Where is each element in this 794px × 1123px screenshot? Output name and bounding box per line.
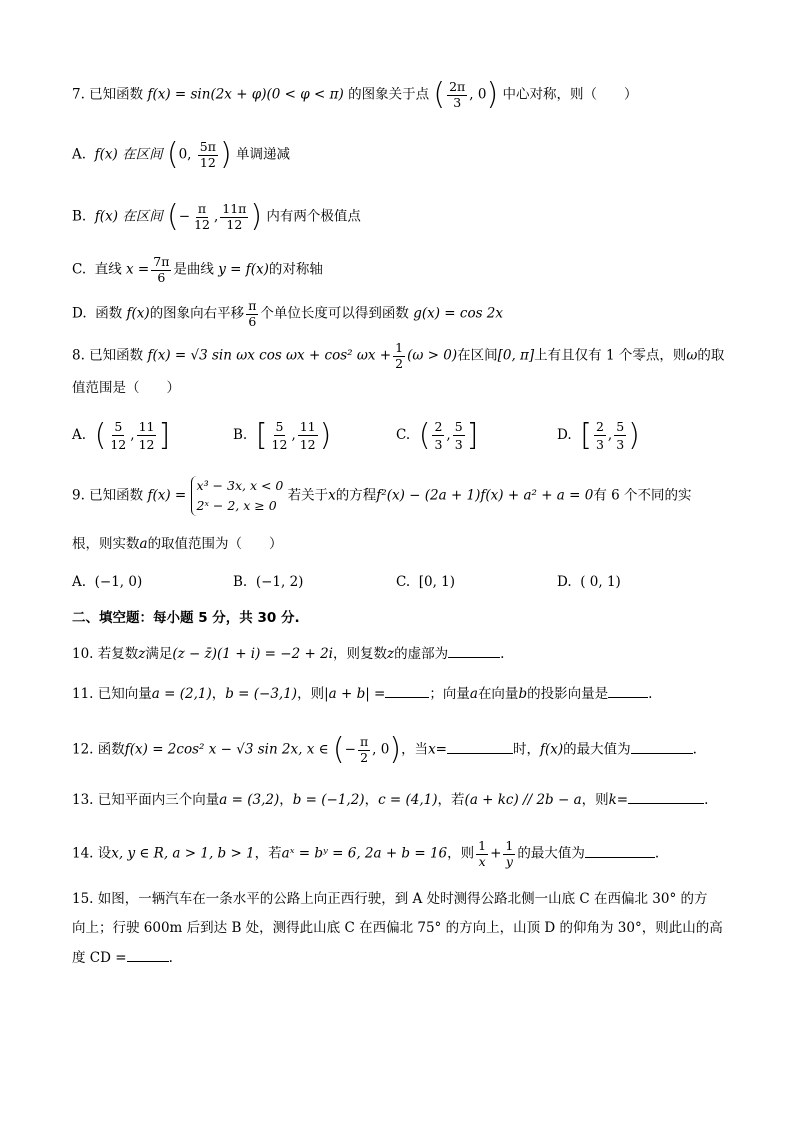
q15-line2: 向上；行驶 600m 后到达 B 处，测得此山底 C 在西偏北 75° 的方向上，山顶 D 的仰角为 30°，则此山的高 — [72, 920, 723, 936]
answer-blank[interactable] — [628, 803, 704, 804]
q7-option-a: A. f(x) 在区间 (0, $\frac{5\pi}{12}$ ) 单调递减 — [72, 137, 290, 172]
q7-function: f(x) = sin(2x + φ)(0 < φ < π) — [147, 86, 344, 103]
q8-stem-line2: 值范围是（ ） — [72, 380, 180, 396]
q14: 14. 设x, y ∈ R, a > 1, b > 1，若aˣ = bʸ = 6, 2a + b = 16，则 $\frac{1}{x}$ + $\frac{1}{y}$ 的最大值为 . — [72, 838, 660, 869]
q8-option-b: B. [ $\frac{5}{12}$ , $\frac{11}{12}$ ) — [233, 418, 332, 453]
q8-option-c: C. ( $\frac{2}{3}$ , $\frac{5}{3}$ ] — [396, 418, 479, 453]
q7-point-fraction: $\frac{2\pi}{3}$ — [449, 79, 466, 110]
q9-piecewise: x³ − 3x, x < 0 2ˣ − 2, x ≥ 0 — [191, 476, 284, 516]
q11: 11. 已知向量a = (2,1)，b = (−3,1)，则|a + b| = ；向量a在向量b的投影向量是 . — [72, 686, 653, 702]
q7-option-c: C. 直线 x = $\frac{7\pi}{6}$ 是曲线 y = f(x)的对称轴 — [72, 254, 323, 285]
q9-stem-line2: 根，则实数a的取值范围为（ ） — [72, 536, 283, 552]
answer-blank[interactable] — [631, 753, 693, 754]
q7-stem-text: 7. 已知函数 — [72, 86, 144, 103]
q7-stem-text-2: 的图象关于点 — [348, 86, 430, 103]
answer-blank[interactable] — [585, 857, 655, 858]
q8-stem: 8. 已知函数 f(x) = √3 sin ωx cos ωx + cos² ωx + $\frac{1}{2}$ (ω > 0)在区间[0, π]上有且仅有 1 个零点，则ω的取 — [72, 340, 725, 371]
paren-left: ( — [433, 77, 446, 112]
q8-option-d: D. [ $\frac{2}{3}$ , $\frac{5}{3}$ ) — [557, 418, 640, 453]
q9-stem: 9. 已知函数 f(x) = x³ − 3x, x < 0 2ˣ − 2, x ≥ 0 若关于x的方程f²(x) − (2a + 1)f(x) + a² + a = 0有 6 个不同的实 — [72, 476, 692, 516]
q7-a-fraction: $\frac{5\pi}{12}$ — [199, 139, 216, 170]
q15-line3: 度 CD = . — [72, 950, 173, 966]
answer-blank[interactable] — [385, 697, 429, 698]
q15-line1: 15. 如图，一辆汽车在一条水平的公路上向正西行驶，到 A 处时测得公路北侧一山底 C 在西偏北 30° 的方 — [72, 891, 708, 907]
q9-option-c: C. [0, 1) — [396, 574, 456, 590]
answer-blank[interactable] — [447, 753, 513, 754]
answer-blank[interactable] — [608, 697, 648, 698]
q7-stem: 7. 已知函数 f(x) = sin(2x + φ)(0 < φ < π) 的图象关于点 ( $\frac{2\pi}{3}$ , 0) 中心对称，则（ ） — [72, 77, 638, 112]
q12: 12. 函数f(x) = 2cos² x − √3 sin 2x, x ∈ (− $\frac{\pi}{2}$ , 0)，当x= 时，f(x)的最大值为 . — [72, 732, 697, 767]
q10: 10. 若复数z满足(z − z̄)(1 + i) = −2 + 2i，则复数z的虚部为 . — [72, 646, 505, 662]
q7-option-b: B. f(x) 在区间 (− $\frac{\pi}{12}$ , $\frac{11\pi}{12}$ ) 内有两个极值点 — [72, 199, 361, 234]
q7-option-d: D. 函数 f(x)的图象向右平移 $\frac{\pi}{6}$ 个单位长度可以得到函数 g(x) = cos 2x — [72, 298, 503, 329]
q7-stem-text-3: 中心对称，则（ ） — [502, 86, 638, 103]
answer-blank[interactable] — [448, 657, 500, 658]
q8-option-a: A. ( $\frac{5}{12}$ , $\frac{11}{12}$ ] — [72, 418, 171, 453]
answer-blank[interactable] — [127, 961, 169, 962]
section-heading: 二、填空题：每小题 5 分，共 30 分. — [72, 610, 300, 626]
q9-option-b: B. (−1, 2) — [233, 574, 304, 590]
paren-right: ) — [486, 77, 499, 112]
q9-option-a: A. (−1, 0) — [72, 574, 143, 590]
q9-option-d: D. ( 0, 1) — [557, 574, 621, 590]
q13: 13. 已知平面内三个向量a = (3,2)，b = (−1,2)，c = (4,1)，若(a + kc) // 2b − a，则k= . — [72, 792, 709, 808]
